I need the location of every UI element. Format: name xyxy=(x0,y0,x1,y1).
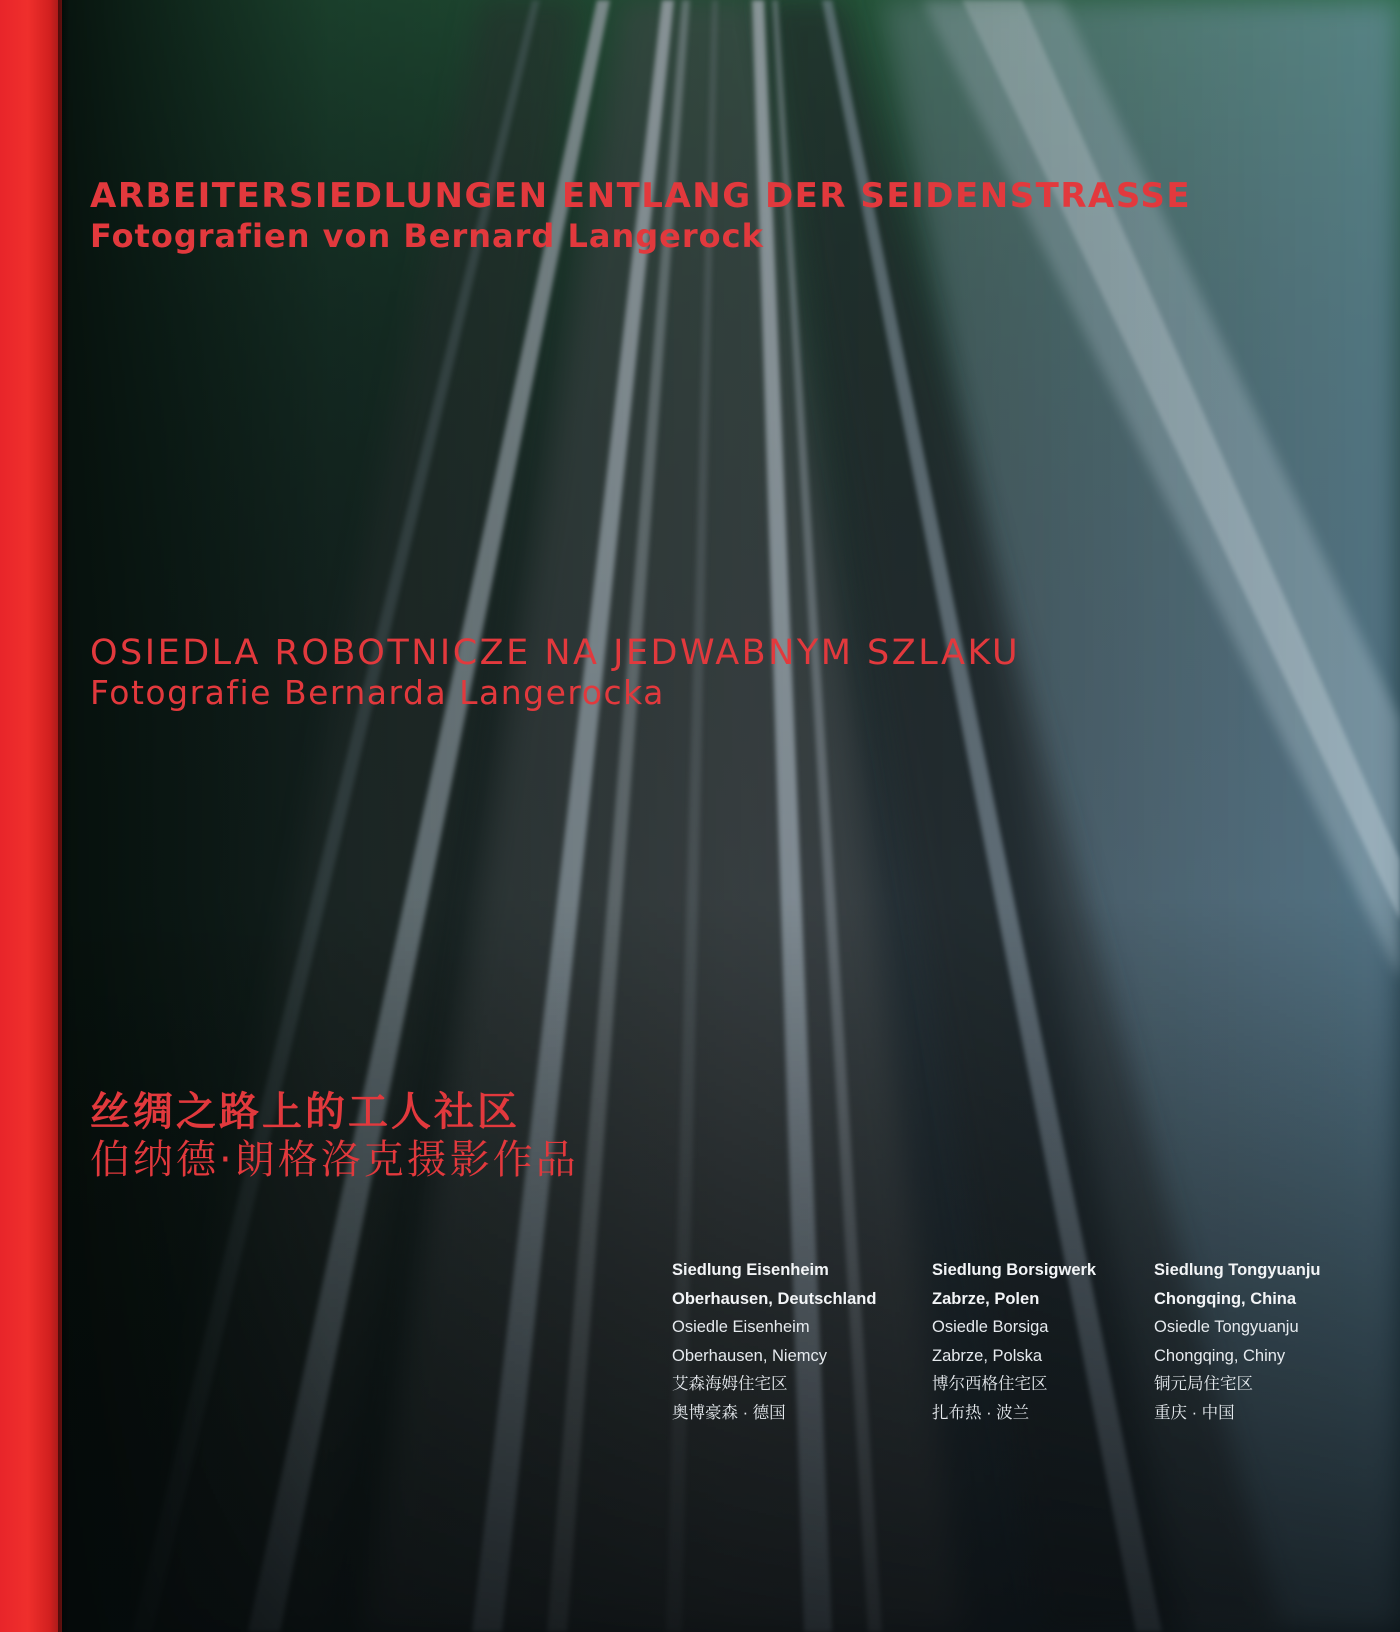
location-cn-place: 奥博豪森 · 德国 xyxy=(672,1403,786,1422)
location-de-name: Siedlung Tongyuanju xyxy=(1154,1261,1321,1279)
chinese-subtitle: 伯纳德·朗格洛克摄影作品 xyxy=(90,1137,579,1183)
location-cn-name: 艾森海姆住宅区 xyxy=(672,1375,788,1393)
location-column-borsigwerk xyxy=(932,1256,1096,1427)
german-title-block xyxy=(90,176,1191,256)
polish-title: OSIEDLA ROBOTNICZE NA JEDWABNYM SZLAKU xyxy=(90,633,1021,673)
location-column-tongyuanju xyxy=(1154,1256,1321,1427)
spine-shadow xyxy=(58,0,70,1632)
location-de-name: Siedlung Eisenheim xyxy=(672,1261,829,1279)
red-spine xyxy=(0,0,62,1632)
polish-subtitle: Fotografie Bernarda Langerocka xyxy=(90,673,665,712)
location-de-place: Chongqing, China xyxy=(1154,1289,1297,1308)
chinese-title: 丝绸之路上的工人社区 xyxy=(90,1089,520,1135)
location-pl-name: Osiedle Eisenheim xyxy=(672,1318,810,1336)
chinese-title-block xyxy=(90,1088,579,1184)
location-cn-name: 铜元局住宅区 xyxy=(1154,1375,1253,1393)
polish-title-block xyxy=(90,633,1020,713)
german-subtitle: Fotografien von Bernard Langerock xyxy=(90,217,764,255)
location-de-place: Oberhausen, Deutschland xyxy=(672,1289,877,1308)
location-cn-name: 博尔西格住宅区 xyxy=(932,1375,1048,1393)
location-cn-place: 重庆 · 中国 xyxy=(1154,1403,1235,1422)
german-title: ARBEITERSIEDLUNGEN ENTLANG DER SEIDENSTRASSE xyxy=(90,176,1192,216)
location-de-name: Siedlung Borsigwerk xyxy=(932,1261,1097,1279)
location-de-place: Zabrze, Polen xyxy=(932,1289,1040,1308)
location-pl-place: Zabrze, Polska xyxy=(932,1346,1043,1365)
location-pl-place: Oberhausen, Niemcy xyxy=(672,1346,827,1365)
location-column-eisenheim xyxy=(672,1256,876,1427)
location-pl-name: Osiedle Tongyuanju xyxy=(1154,1318,1299,1336)
location-pl-place: Chongqing, Chiny xyxy=(1154,1346,1286,1365)
location-pl-name: Osiedle Borsiga xyxy=(932,1318,1049,1336)
location-cn-place: 扎布热 · 波兰 xyxy=(932,1403,1030,1422)
